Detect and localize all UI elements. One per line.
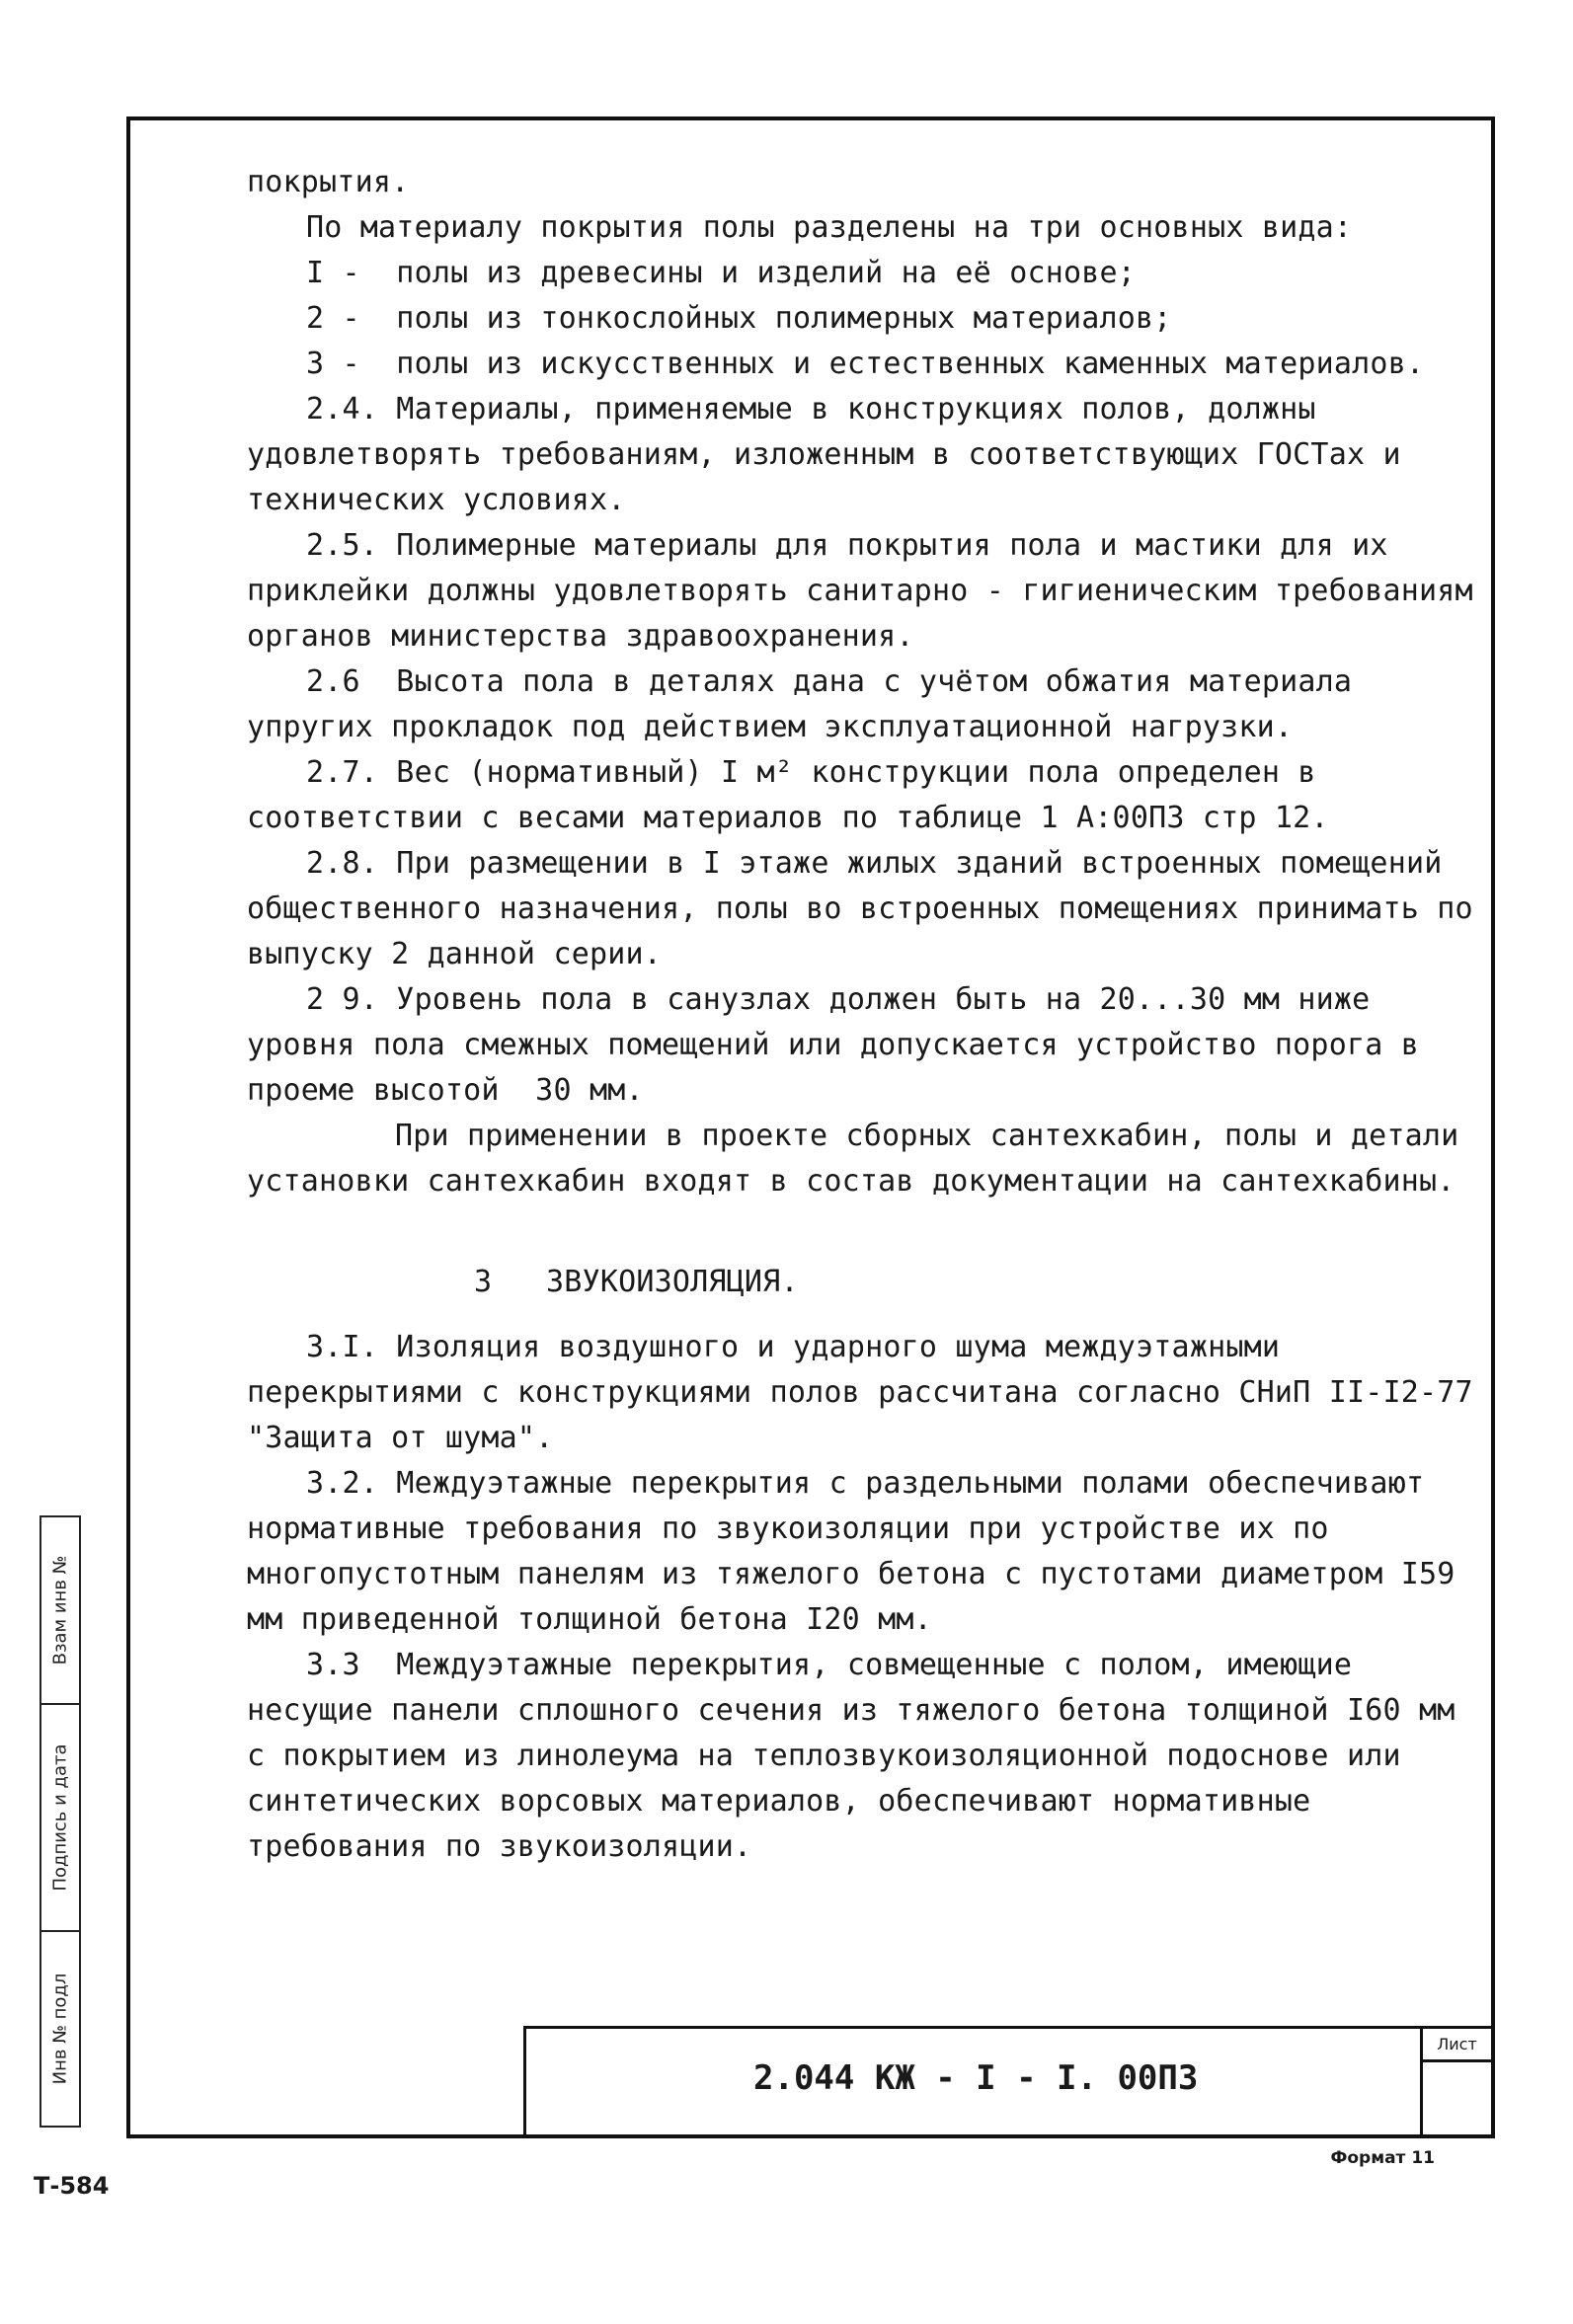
sheet-label: Лист <box>1423 2029 1491 2062</box>
sheet-number-box <box>1420 2029 1491 2136</box>
side-cell-replacement-no <box>41 1517 79 1705</box>
paragraph-2-7: 2.7. Вес (нормативный) I м² конструкции пола определен в соответствии с весами материалов по таблице 1 А:00ПЗ стр 12. <box>247 755 1334 835</box>
section-heading-soundproofing: 3 ЗВУКОИЗОЛЯЦИЯ. <box>474 1265 799 1299</box>
paragraph-3-2: 3.2. Междуэтажные перекрытия с раздельными полами обеспечивают нормативные требования по звукоизоляции при устройстве их по многопустотным панелям из тяжелого бетона с пустотами диаметром I59 мм приведенной толщиной бетона I20 мм. <box>247 1466 1473 1637</box>
side-cell-label: Инв № подл <box>49 1973 71 2085</box>
side-stamp <box>39 1515 81 2128</box>
title-block <box>523 2026 1491 2136</box>
document-code: 2.044 КЖ - I - I. 00П3 <box>753 2058 1199 2098</box>
paragraph-2-9: 2 9. Уровень пола в санузлах должен быть на 20...30 мм ниже уровня пола смежных помещений или допускается устройство порога в проеме высотой 30 мм. <box>247 982 1438 1108</box>
paragraph-2-4: 2.4. Материалы, применяемые в конструкциях полов, должны удовлетворять требованиям, изложенным в соответствующих ГОСТах и технических условиях. <box>247 392 1420 517</box>
side-cell-label: Подпись и дата <box>49 1743 71 1892</box>
paragraph-continuation: покрытия. <box>247 165 410 199</box>
list-item-type-2: 2 - полы из тонкослойных полимерных материалов; <box>306 301 1172 336</box>
paragraph-floor-types-intro: По материалу покрытия полы разделены на три основных вида: <box>306 210 1353 245</box>
paragraph-3-1: 3.I. Изоляция воздушного и ударного шума междуэтажными перекрытиями с конструкциями полов рассчитана согласно СНиП II-I2-77 "Защита от шума". <box>247 1330 1492 1455</box>
format-note: Формат 11 <box>1330 2148 1435 2168</box>
paragraph-2-8: 2.8. При размещении в I этаже жилых зданий встроенных помещений общественного назначения, полы во встроенных помещениях принимать по выпуску 2 данной серии. <box>247 846 1492 971</box>
paragraph-sanitary-cabins: При применении в проекте сборных сантехкабин, полы и детали установки сантехкабин входят в состав документации на сантехкабины. <box>247 1119 1477 1199</box>
list-item-type-3: 3 - полы из искусственных и естественных каменных материалов. <box>306 347 1425 381</box>
side-cell-signature-date <box>41 1705 79 1932</box>
paragraph-2-6: 2.6 Высота пола в деталях дана с учётом обжатия материала упругих прокладок под действием эксплуатационной нагрузки. <box>247 664 1371 744</box>
paragraph-2-5: 2.5. Полимерные материалы для покрытия пола и мастики для их приклейки должны удовлетворять санитарно - гигиеническим требованиям органов министерства здравоохранения. <box>247 528 1492 654</box>
list-item-type-1: I - полы из древесины и изделий на её основе; <box>306 256 1137 290</box>
archive-code: Т-584 <box>34 2172 110 2200</box>
side-cell-inventory-no <box>41 1932 79 2126</box>
side-cell-label: Взам инв № <box>49 1555 71 1666</box>
document-body <box>247 160 1492 1870</box>
paragraph-3-3: 3.3 Междуэтажные перекрытия, совмещенные с полом, имеющие несущие панели сплошного сечения из тяжелого бетона толщиной I60 мм с покрытием из линолеума на теплозвукоизоляционной подоснове или синтетических ворсовых материалов, обеспечивают нормативные требования по звукоизоляции. <box>247 1648 1473 1864</box>
